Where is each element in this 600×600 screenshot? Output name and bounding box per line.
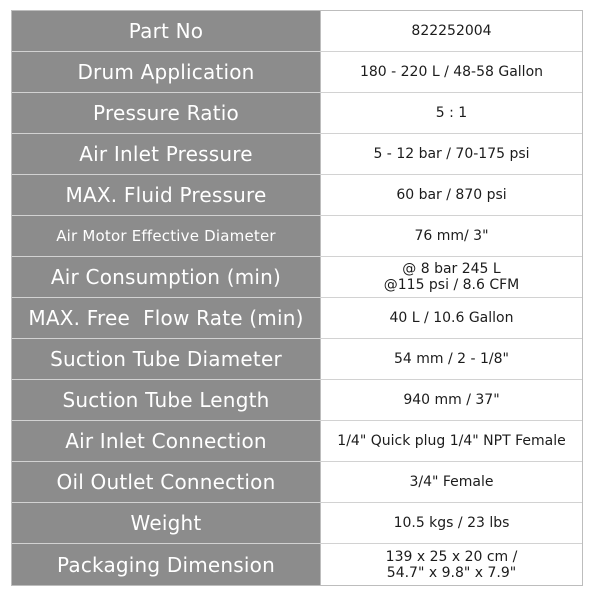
row-value bbox=[321, 257, 582, 297]
row-value bbox=[321, 175, 582, 215]
spec-row-packaging-dimension bbox=[12, 544, 582, 585]
row-value-line: 139 x 25 x 20 cm / bbox=[385, 548, 518, 565]
row-value bbox=[321, 216, 582, 256]
row-value-line: 5 - 12 bar / 70-175 psi bbox=[373, 146, 530, 162]
row-value bbox=[321, 544, 582, 585]
spec-row-pressure-ratio bbox=[12, 93, 582, 134]
row-value-line: 180 - 220 L / 48-58 Gallon bbox=[359, 64, 544, 80]
row-value bbox=[321, 134, 582, 174]
row-label: Air Inlet Pressure bbox=[12, 134, 321, 174]
spec-row-air-inlet-pressure bbox=[12, 134, 582, 175]
row-value-line: 76 mm/ 3" bbox=[414, 228, 489, 244]
row-label: Drum Application bbox=[12, 52, 321, 92]
row-value bbox=[321, 462, 582, 502]
row-value-line: 54 mm / 2 - 1/8" bbox=[394, 351, 509, 367]
spec-row-air-motor-diameter bbox=[12, 216, 582, 257]
row-value-line: 54.7" x 9.8" x 7.9" bbox=[386, 564, 517, 581]
row-value bbox=[321, 52, 582, 92]
row-label: Air Inlet Connection bbox=[12, 421, 321, 461]
row-label: Suction Tube Length bbox=[12, 380, 321, 420]
row-value bbox=[321, 93, 582, 133]
row-label: MAX. Fluid Pressure bbox=[12, 175, 321, 215]
row-value bbox=[321, 421, 582, 461]
row-value bbox=[321, 298, 582, 338]
row-label: Pressure Ratio bbox=[12, 93, 321, 133]
spec-row-suction-tube-diameter bbox=[12, 339, 582, 380]
row-label: Weight bbox=[12, 503, 321, 543]
spec-row-oil-outlet-connection bbox=[12, 462, 582, 503]
row-label: Suction Tube Diameter bbox=[12, 339, 321, 379]
spec-row-air-consumption bbox=[12, 257, 582, 298]
row-label: Oil Outlet Connection bbox=[12, 462, 321, 502]
spec-table bbox=[11, 10, 583, 586]
row-label: Air Motor Effective Diameter bbox=[12, 216, 321, 256]
spec-row-drum-application bbox=[12, 52, 582, 93]
row-value bbox=[321, 339, 582, 379]
row-value-line: 940 mm / 37" bbox=[403, 392, 500, 408]
row-value-line: 3/4" Female bbox=[409, 474, 494, 490]
row-value-line: @ 8 bar 245 L bbox=[402, 261, 501, 277]
row-label: MAX. Free Flow Rate (min) bbox=[12, 298, 321, 338]
spec-row-air-inlet-connection bbox=[12, 421, 582, 462]
spec-row-max-fluid-pressure bbox=[12, 175, 582, 216]
spec-row-part-no bbox=[12, 11, 582, 52]
row-label: Air Consumption (min) bbox=[12, 257, 321, 297]
row-value-line: 10.5 kgs / 23 lbs bbox=[393, 515, 510, 531]
row-value-line: @115 psi / 8.6 CFM bbox=[383, 277, 520, 293]
row-value-line: 5 : 1 bbox=[435, 105, 468, 121]
row-label: Part No bbox=[12, 11, 321, 51]
row-value bbox=[321, 503, 582, 543]
row-value-line: 40 L / 10.6 Gallon bbox=[389, 310, 514, 326]
row-value bbox=[321, 11, 582, 51]
row-value-line: 60 bar / 870 psi bbox=[396, 187, 507, 203]
row-label: Packaging Dimension bbox=[12, 544, 321, 585]
spec-row-suction-tube-length bbox=[12, 380, 582, 421]
row-value-line: 822252004 bbox=[411, 23, 492, 39]
row-value bbox=[321, 380, 582, 420]
spec-row-weight bbox=[12, 503, 582, 544]
row-value-line: 1/4" Quick plug 1/4" NPT Female bbox=[337, 433, 566, 449]
spec-row-max-free-flow-rate bbox=[12, 298, 582, 339]
